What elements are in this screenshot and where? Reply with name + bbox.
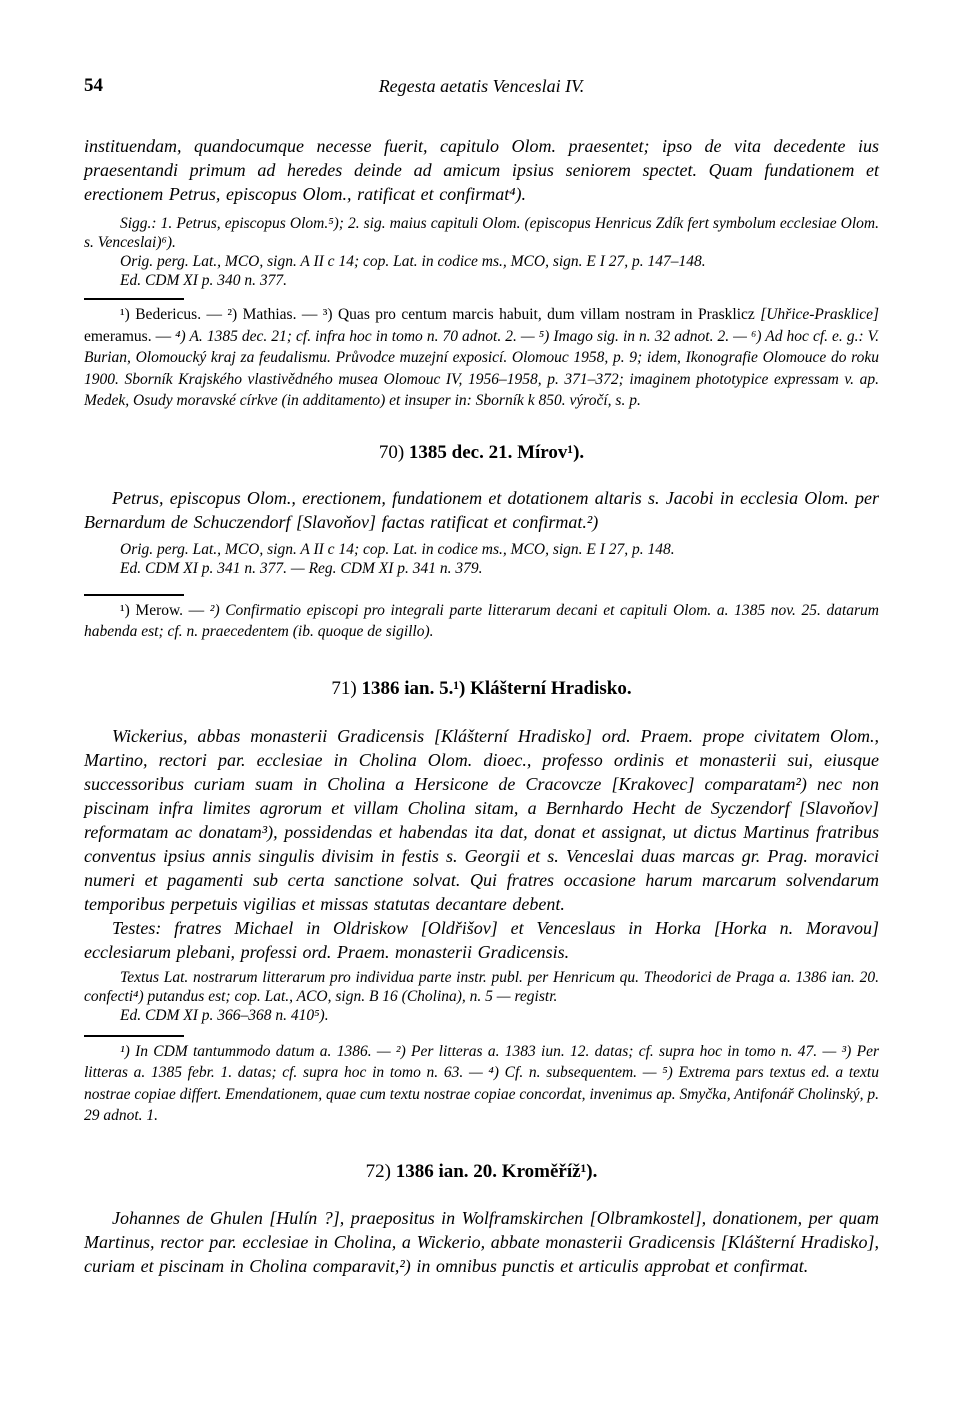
entry-71-textus-line: Textus Lat. nostrarum litterarum pro individua parte instr. publ. per Henricum qu. Theodorici de Praga a. 1386 ian. 20. confecti⁴) putandus est; cop. Lat., ACO, sign. B 16 (Cholina), n. 5 — registr. (84, 968, 879, 1005)
entry-71-witnesses: Testes: fratres Michael in Oldriskow [Oldřišov] et Venceslaus in Horka [Horka n. Moravou] ecclesiarum plebani, professi ord. Praem. monasterii Gradicensis. (84, 917, 879, 962)
entry-heading-72 (84, 1159, 879, 1185)
page-number: 54 (84, 75, 103, 96)
entry-71-date-place: 1386 ian. 5.¹) Klášterní Hradisko. (361, 677, 632, 699)
entry-70-ed-line: Ed. CDM XI p. 341 n. 377. — Reg. CDM XI p. 341 n. 379. (120, 559, 483, 577)
text-segment: ¹) Merow. — (120, 601, 210, 619)
footnote-rule (84, 1035, 184, 1037)
entry-72-date-place: 1386 ian. 20. Kroměříž¹). (395, 1160, 598, 1182)
footnote-rule (84, 594, 184, 596)
entry-70-date-place: 1385 dec. 21. Mírov¹). (408, 441, 585, 463)
entry-heading-71 (84, 676, 879, 702)
orig-line: Orig. perg. Lat., MCO, sign. A II c 14; cop. Lat. in codice ms., MCO, sign. E I 27, p. 147–148. (120, 253, 706, 270)
page-header (84, 74, 879, 98)
entry-72-number: 72) (365, 1160, 396, 1182)
footnote-rule (84, 298, 184, 300)
entry-71-body: Wickerius, abbas monasterii Gradicensis [Klášterní Hradisko] ord. Praem. prope civitatem Olom., Martino, rectori par. ecclesiae in Cholina Olom. dioec., professo ordinis et monasterii sui, eiusque successoribus curiam suam in Cholina a Hersicone de Cracovcze [Krakovec] comparatam²) nec non piscinam infra limites agrorum et villam Cholina sitam, a Bernhardo Hecht de Syczendorf [Slavoňov] reformatam ac donatam³), possidendas et habendas ita dat, donat et assignat, ut dictus Martinus fratribus conventus ipsius annis singulis divisim in festis s. Georgii et s. Venceslai duas marcas gr. Prag. moravici numeri et pagamenti sub certa sanctione solvat. Qui fratres occasione harum marcarum solvendarum temporibus perpetuis vigilias et missas statutas decantare debent. (84, 725, 879, 914)
running-head: Regesta aetatis Venceslai IV. (378, 76, 585, 96)
footnote-block (84, 600, 879, 643)
entry-70-number: 70) (378, 441, 409, 463)
entry-71-ed-line: Ed. CDM XI p. 366–368 n. 410⁵). (120, 1006, 329, 1024)
footnote-block (84, 304, 879, 412)
text-segment: ¹) In CDM tantummodo datum a. 1386. — ²) Per litteras a. 1383 iun. 12. datas; cf. supra hoc in tomo n. 47. — ³) Per litteras a. 1385 febr. 1. datas; cf. supra hoc in tomo n. 63. — ⁴) Cf. n. subsequentem. — ⁵) Extrema pars textus ed. a textu nostrae copiae differt. Emendationem, quae cum textu nostrae copiae concordat, invenimus ap. Smyčka, Antifonář Cholinský, p. 29 adnot. 1. (84, 1042, 879, 1124)
text-segment: ⁴) A. 1385 dec. 21; cf. infra hoc in tomo n. 70 adnot. 2. — ⁵) Imago sig. in n. 32 adnot. 2. — ⁶) Ad hoc cf. e. g.: V. Burian, Olomoucký kraj za feudalismu. Průvodce muzejní exposicí. Olomouc 1958, p. 9; idem, Ikonografie Olomouce do roku 1900. Sborník Krajského vlastivědného musea Olomouc IV, 1956–1958, p. 371–372; imaginem phototypice expressam v. ap. Medek, Osudy moravské církve (in additamento) et insuper in: Sborník k 850. výročí, s. p. (84, 327, 880, 409)
text-segment: emeramus. — (84, 327, 176, 345)
entry-71-number: 71) (331, 677, 362, 699)
continuation-paragraph: instituendam, quandocumque necesse fuerit, capitulo Olom. praesentet; ipso de vita decedente ius praesentandi primum ad heredes deinde ad amicum ipsius seniorem spectet. Quam fundationem et erectionem Petrus, episcopus Olom., ratificat et confirmat⁴). (84, 136, 879, 204)
footnote-block (84, 1041, 879, 1127)
text-segment: [Uhřice-Prasklice] (760, 306, 879, 323)
entry-heading-70 (84, 440, 879, 466)
text-segment: ¹) Bedericus. — ²) Mathias. — ³) Quas pro centum marcis habuit, dum villam nostram in Prasklicz (120, 306, 761, 323)
entry-70-orig-line: Orig. perg. Lat., MCO, sign. A II c 14; cop. Lat. in codice ms., MCO, sign. E I 27, p. 148. (120, 540, 675, 558)
text-segment: ²) Confirmatio episcopi pro integrali parte litterarum decani et capituli Olom. a. 1385 nov. 25. datarum habenda est; cf. n. praecedentem (ib. quoque de sigillo). (84, 601, 879, 640)
ed-line: Ed. CDM XI p. 340 n. 377. (120, 272, 288, 289)
sigg-line: Sigg.: 1. Petrus, episcopus Olom.⁵); 2. sig. maius capituli Olom. (episcopus Henricus Zdík fert symbolum ecclesiae Olom. s. Venceslai)⁶). (84, 215, 879, 251)
entry-70-body: Petrus, episcopus Olom., erectionem, fundationem et dotationem altaris s. Jacobi in ecclesia Olom. per Bernardum de Schuczendorf [Slavoňov] factas ratificat et confirmat.²) (84, 487, 879, 532)
entry-72-body: Johannes de Ghulen [Hulín ?], praepositus in Wolframskirchen [Olbramkostel], donationem, per quam Martinus, rector par. ecclesiae in Cholina, a Wickerio, abbate monasterii Gradicensis [Klášterní Hradisko], curiam et piscinam in Cholina comparavit,²) in omnibus punctis et articulis approbat et confirmat. (84, 1207, 879, 1276)
